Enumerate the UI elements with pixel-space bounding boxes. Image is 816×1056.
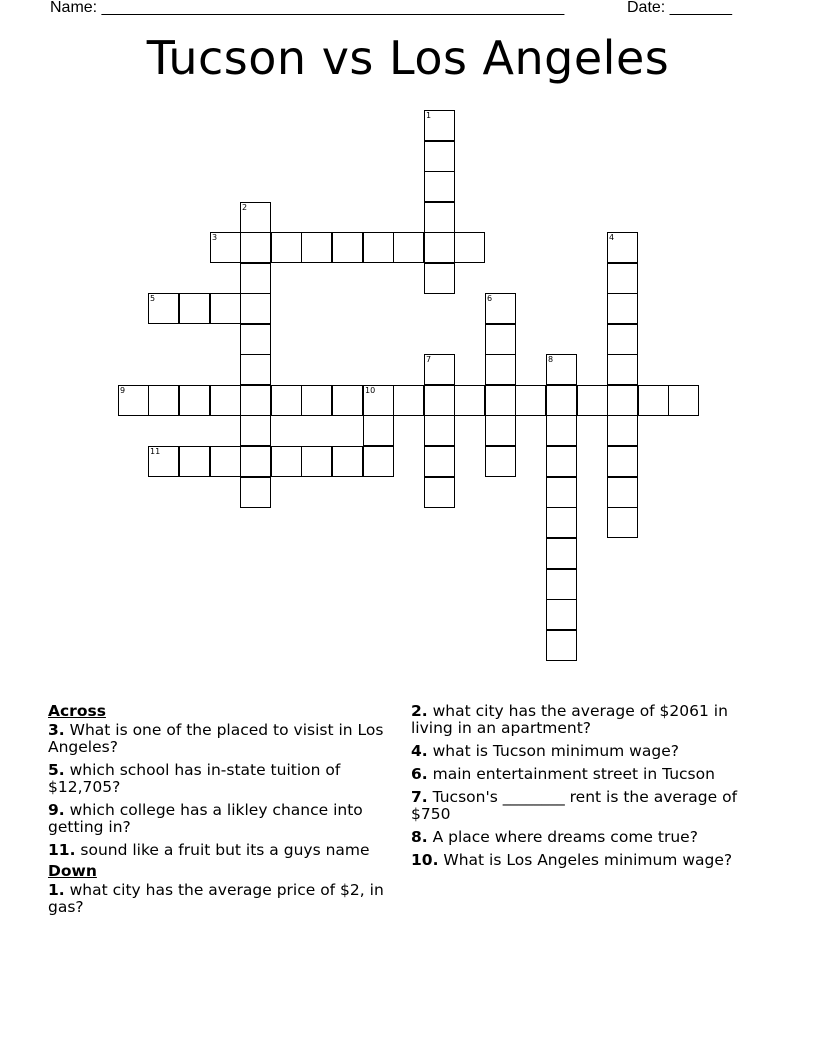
across-heading: Across (48, 702, 106, 720)
grid-cell[interactable] (240, 263, 271, 294)
grid-cell[interactable] (240, 385, 271, 416)
grid-cell[interactable] (607, 293, 638, 324)
clue-item-number: 11. (48, 841, 76, 859)
grid-cell[interactable] (240, 293, 271, 324)
clue-item-text: sound like a fruit but its a guys name (75, 841, 370, 859)
grid-cell[interactable] (179, 293, 210, 324)
clue-item-text: which college has a likley chance into getting in? (48, 801, 363, 836)
clue-item (411, 789, 771, 823)
clue-item-number: 5. (48, 761, 65, 779)
down-clue-list-left (48, 882, 393, 916)
grid-cell[interactable] (240, 415, 271, 446)
grid-cell[interactable] (424, 385, 455, 416)
grid-cell[interactable] (607, 446, 638, 477)
clue-item-number: 8. (411, 828, 428, 846)
grid-cell[interactable] (424, 171, 455, 202)
grid-cell[interactable] (424, 477, 455, 508)
clue-item (48, 882, 393, 916)
clue-item (411, 829, 771, 846)
grid-cell[interactable] (301, 232, 332, 263)
clue-item (411, 743, 771, 760)
grid-cell[interactable] (179, 385, 210, 416)
clue-number-10: 10 (365, 386, 376, 395)
clue-number-7: 7 (426, 355, 432, 364)
grid-cell[interactable] (424, 263, 455, 294)
page-title: Tucson vs Los Angeles (146, 31, 670, 85)
grid-cell[interactable] (668, 385, 699, 416)
grid-cell[interactable] (515, 385, 546, 416)
clue-item-text: what is Tucson minimum wage? (427, 742, 679, 760)
clue-item (411, 852, 771, 869)
grid-cell[interactable] (271, 446, 302, 477)
clue-item-number: 1. (48, 881, 65, 899)
grid-cell[interactable] (240, 324, 271, 355)
grid-cell[interactable] (271, 385, 302, 416)
clue-number-8: 8 (548, 355, 554, 364)
grid-cell[interactable] (607, 263, 638, 294)
clue-number-6: 6 (487, 294, 493, 303)
clue-item-number: 7. (411, 788, 428, 806)
grid-cell[interactable] (210, 385, 241, 416)
grid-cell[interactable] (485, 385, 516, 416)
grid-cell[interactable] (332, 232, 363, 263)
grid-cell[interactable] (210, 446, 241, 477)
name-line[interactable]: ____________________________________________________ (101, 0, 565, 16)
grid-cell[interactable] (454, 232, 485, 263)
grid-cell[interactable] (607, 477, 638, 508)
grid-cell[interactable] (638, 385, 669, 416)
grid-cell[interactable] (332, 385, 363, 416)
grid-cell[interactable] (546, 599, 577, 630)
clue-item (411, 703, 771, 737)
grid-cell[interactable] (546, 415, 577, 446)
grid-cell[interactable] (607, 507, 638, 538)
down-heading: Down (48, 862, 97, 880)
grid-cell[interactable] (546, 569, 577, 600)
grid-cell[interactable] (240, 477, 271, 508)
clue-item-number: 6. (411, 765, 428, 783)
grid-cell[interactable] (179, 446, 210, 477)
across-clue-list (48, 722, 393, 859)
grid-cell[interactable] (607, 354, 638, 385)
clue-item-number: 2. (411, 702, 428, 720)
clue-number-4: 4 (609, 233, 615, 242)
grid-cell[interactable] (148, 385, 179, 416)
clue-item (411, 766, 771, 783)
clue-item-text: A place where dreams come true? (427, 828, 698, 846)
grid-cell[interactable] (210, 293, 241, 324)
grid-cell[interactable] (301, 446, 332, 477)
grid-cell[interactable] (607, 324, 638, 355)
grid-cell[interactable] (546, 477, 577, 508)
grid-cell[interactable] (301, 385, 332, 416)
grid-cell[interactable] (485, 354, 516, 385)
grid-cell[interactable] (546, 507, 577, 538)
grid-cell[interactable] (332, 446, 363, 477)
grid-cell[interactable] (393, 385, 424, 416)
clue-number-9: 9 (120, 386, 126, 395)
clue-number-3: 3 (212, 233, 218, 242)
date-label: Date: (627, 0, 666, 16)
clue-item-text: which school has in-state tuition of $12,705? (48, 761, 341, 796)
clue-item-text: main entertainment street in Tucson (427, 765, 715, 783)
clues-right-column (411, 703, 771, 875)
grid-cell[interactable] (485, 415, 516, 446)
clue-item-number: 9. (48, 801, 65, 819)
name-label: Name: (50, 0, 98, 16)
grid-cell[interactable] (546, 538, 577, 569)
grid-cell[interactable] (424, 415, 455, 446)
grid-cell[interactable] (424, 202, 455, 233)
clue-item-text: Tucson's ________ rent is the average of $750 (411, 788, 738, 823)
grid-cell[interactable] (485, 324, 516, 355)
clue-item-text: What is Los Angeles minimum wage? (438, 851, 733, 869)
grid-cell[interactable] (363, 415, 394, 446)
grid-cell[interactable] (240, 232, 271, 263)
grid-cell[interactable] (546, 446, 577, 477)
clue-item (48, 722, 393, 756)
clue-item-text: What is one of the placed to visist in Los Angeles? (48, 721, 384, 756)
clue-number-11: 11 (150, 447, 161, 456)
clue-item-number: 4. (411, 742, 428, 760)
grid-cell[interactable] (607, 385, 638, 416)
grid-cell[interactable] (577, 385, 608, 416)
grid-cell[interactable] (424, 446, 455, 477)
clue-item-text: what city has the average of $2061 in living in an apartment? (411, 702, 728, 737)
clue-item (48, 802, 393, 836)
grid-cell[interactable] (485, 446, 516, 477)
grid-cell[interactable] (607, 415, 638, 446)
clue-number-2: 2 (242, 203, 248, 212)
clue-item-text: what city has the average price of $2, in gas? (48, 881, 384, 916)
grid-cell[interactable] (546, 630, 577, 661)
grid-cell[interactable] (271, 232, 302, 263)
grid-cell[interactable] (240, 354, 271, 385)
clue-item-number: 3. (48, 721, 65, 739)
clue-item (48, 842, 393, 859)
clue-item (48, 762, 393, 796)
grid-cell[interactable] (363, 232, 394, 263)
down-clue-list-right (411, 703, 771, 869)
grid-cell[interactable] (240, 446, 271, 477)
grid-cell[interactable] (424, 141, 455, 172)
grid-cell[interactable] (393, 232, 424, 263)
grid-cell[interactable] (546, 385, 577, 416)
grid-cell[interactable] (363, 446, 394, 477)
grid-cell[interactable] (454, 385, 485, 416)
clues-left-column (48, 703, 393, 922)
clue-number-1: 1 (426, 111, 432, 120)
grid-cell[interactable] (424, 232, 455, 263)
clue-number-5: 5 (150, 294, 156, 303)
date-line[interactable]: _______ (669, 0, 732, 16)
clue-item-number: 10. (411, 851, 439, 869)
